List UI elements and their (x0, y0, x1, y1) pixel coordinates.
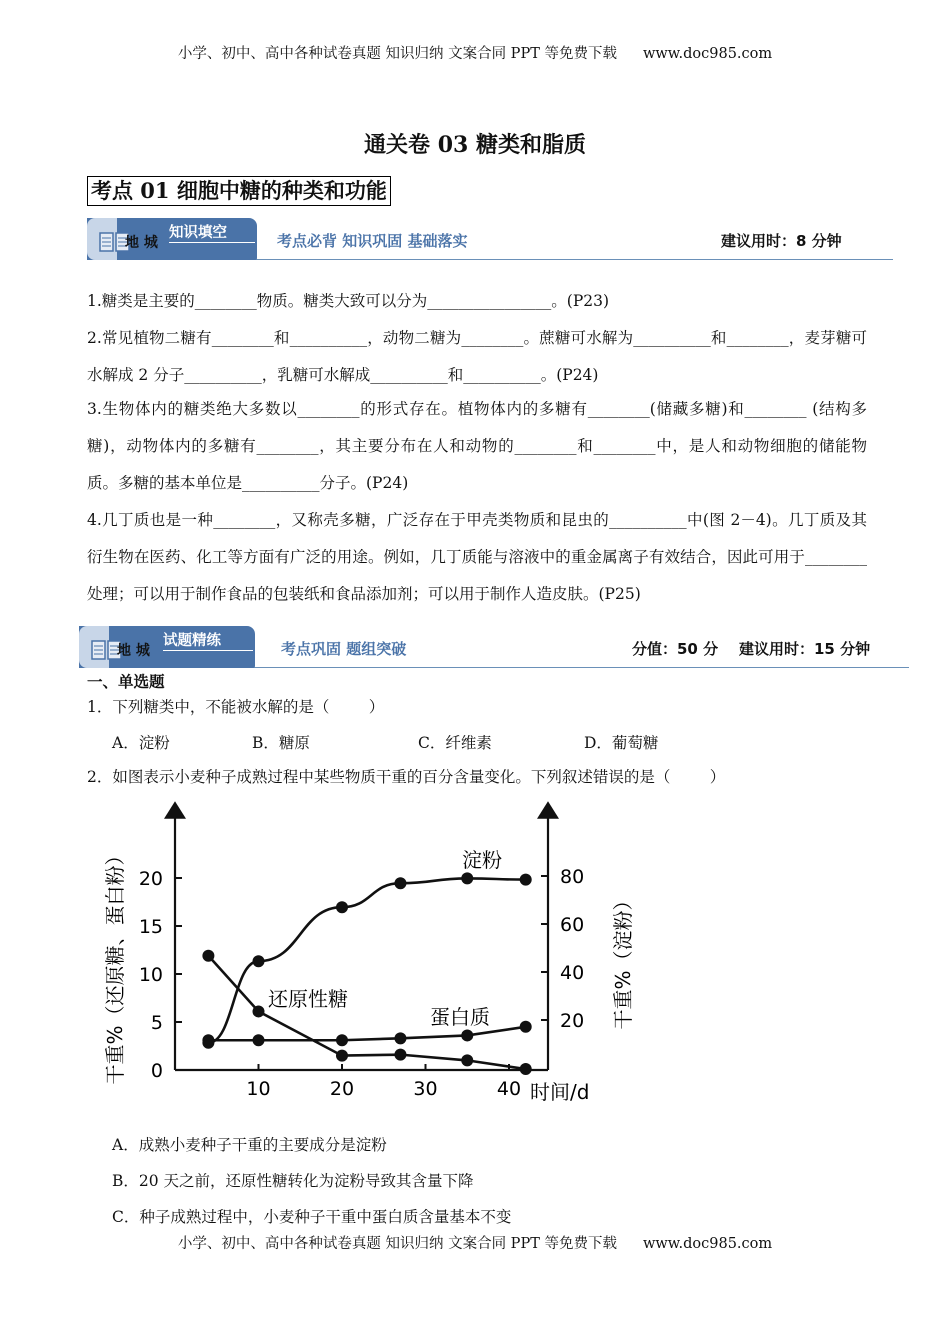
banner-subtitle: 考点必背 知识巩固 基础落实 (277, 232, 468, 250)
knowledge-item: 4.几丁质也是一种________，又称壳多糖，广泛存在于甲壳类物质和昆虫的__________中(图 2－4)。几丁质及其衍生物在医药、化工等方面有广泛的用途。例如，几丁质能与溶液中的重金属离子有效结合，因此可用于________处理；可以用于制作食品的包装纸和食品添加剂；可以用于制作人造皮肤。(P25) (87, 511, 867, 603)
left-tick-label: 15 (138, 916, 163, 938)
q1-option-a[interactable]: A．淀粉 (112, 734, 170, 752)
knowledge-item: 2.常见植物二糖有________和__________，动物二糖为________。蔗糖可水解为__________和________，麦芽糖可水解成 2 分子__________，乳糖可水解成__________和__________。(P24) (87, 329, 867, 384)
page-footer (0, 1232, 950, 1253)
banner-time: 建议用时：8 分钟 (721, 232, 842, 250)
q2-option-c[interactable]: C．种子成熟过程中，小麦种子干重中蛋白质含量基本不变 (112, 1208, 512, 1226)
left-tick-label: 5 (150, 1012, 163, 1034)
banner-practice (79, 626, 909, 668)
footer-url[interactable]: www.doc985.com (642, 1236, 773, 1252)
x-tick-label: 20 (329, 1078, 355, 1100)
footer-text: 小学、初中、高中各种试卷真题 知识归纳 文案合同 PPT 等免费下载 (177, 1236, 617, 1252)
right-tick-label: 20 (560, 1010, 585, 1032)
data-point (202, 1034, 214, 1046)
data-point (520, 1021, 532, 1033)
header-url[interactable]: www.doc985.com (642, 46, 773, 62)
data-point (520, 1063, 532, 1075)
series-label-starch: 淀粉 (462, 848, 502, 872)
q1-option-d[interactable]: D．葡萄糖 (584, 734, 659, 752)
data-point (394, 1032, 406, 1044)
series-label-protein: 蛋白质 (430, 1005, 490, 1029)
data-point (394, 1049, 406, 1061)
left-tick-label: 0 (150, 1060, 163, 1082)
data-point (336, 1034, 348, 1046)
left-axis-label: 干重%（还原糖、蛋白粉） (103, 845, 127, 1085)
left-tick-label: 20 (138, 868, 163, 890)
right-axis-label: 干重%（淀粉） (611, 890, 635, 1030)
banner-tab-text: 试题精练 (163, 633, 221, 649)
data-point (461, 872, 473, 884)
data-point (461, 1029, 473, 1041)
right-tick-label: 80 (560, 866, 585, 888)
banner-tab-text: 知识填空 (169, 225, 227, 241)
knowledge-item: 3.生物体内的糖类绝大多数以________的形式存在。植物体内的多糖有________(储藏多糖)和________ (结构多糖)，动物体内的多糖有________，其主要分布在人和动物的________和________中，是人和动物细胞的储能物质。多糖的基本单位是__________分子。(P24) (87, 400, 867, 492)
data-point (253, 1034, 265, 1046)
dry-weight-chart (90, 795, 650, 1115)
question-1-stem: 1．下列糖类中，不能被水解的是（ ） (87, 698, 385, 716)
left-tick-label: 10 (138, 964, 163, 986)
series-label-reducing-sugar: 还原性糖 (268, 987, 348, 1011)
page-header (0, 42, 950, 63)
data-point (253, 1005, 265, 1017)
data-point (520, 874, 532, 886)
data-point (202, 950, 214, 962)
data-point (394, 877, 406, 889)
q1-option-c[interactable]: C．纤维素 (418, 734, 492, 752)
right-tick-label: 60 (560, 914, 585, 936)
banner-knowledge (87, 218, 893, 260)
data-point (253, 955, 265, 967)
data-point (336, 901, 348, 913)
banner-score-time: 分值：50 分 建议用时：15 分钟 (632, 640, 871, 658)
header-text: 小学、初中、高中各种试卷真题 知识归纳 文案合同 PPT 等免费下载 (177, 46, 617, 62)
q1-option-b[interactable]: B．糖原 (252, 734, 310, 752)
x-axis-label: 时间/d (530, 1080, 590, 1104)
x-tick-label: 40 (496, 1078, 522, 1100)
q2-option-b[interactable]: B．20 天之前，还原性糖转化为淀粉导致其含量下降 (112, 1172, 474, 1190)
question-2-stem: 2．如图表示小麦种子成熟过程中某些物质干重的百分含量变化。下列叙述错误的是（ ） (87, 768, 726, 786)
knowledge-item: 1.糖类是主要的________物质。糖类大致可以分为________________。(P23) (87, 292, 610, 310)
banner-subtitle: 考点巩固 题组突破 (281, 640, 407, 658)
data-point (461, 1054, 473, 1066)
region-label: 地 城 (117, 643, 150, 659)
right-tick-label: 40 (560, 962, 585, 984)
x-tick-label: 10 (246, 1078, 271, 1100)
data-point (336, 1050, 348, 1062)
q2-option-a[interactable]: A．成熟小麦种子干重的主要成分是淀粉 (112, 1136, 387, 1154)
document-title: 通关卷 03 糖类和脂质 (364, 132, 586, 158)
section-title: 考点 01 细胞中糖的种类和功能 (87, 176, 391, 206)
section-one-title: 一、单选题 (87, 672, 165, 691)
region-label: 地 城 (125, 235, 158, 251)
x-tick-label: 30 (413, 1078, 438, 1100)
